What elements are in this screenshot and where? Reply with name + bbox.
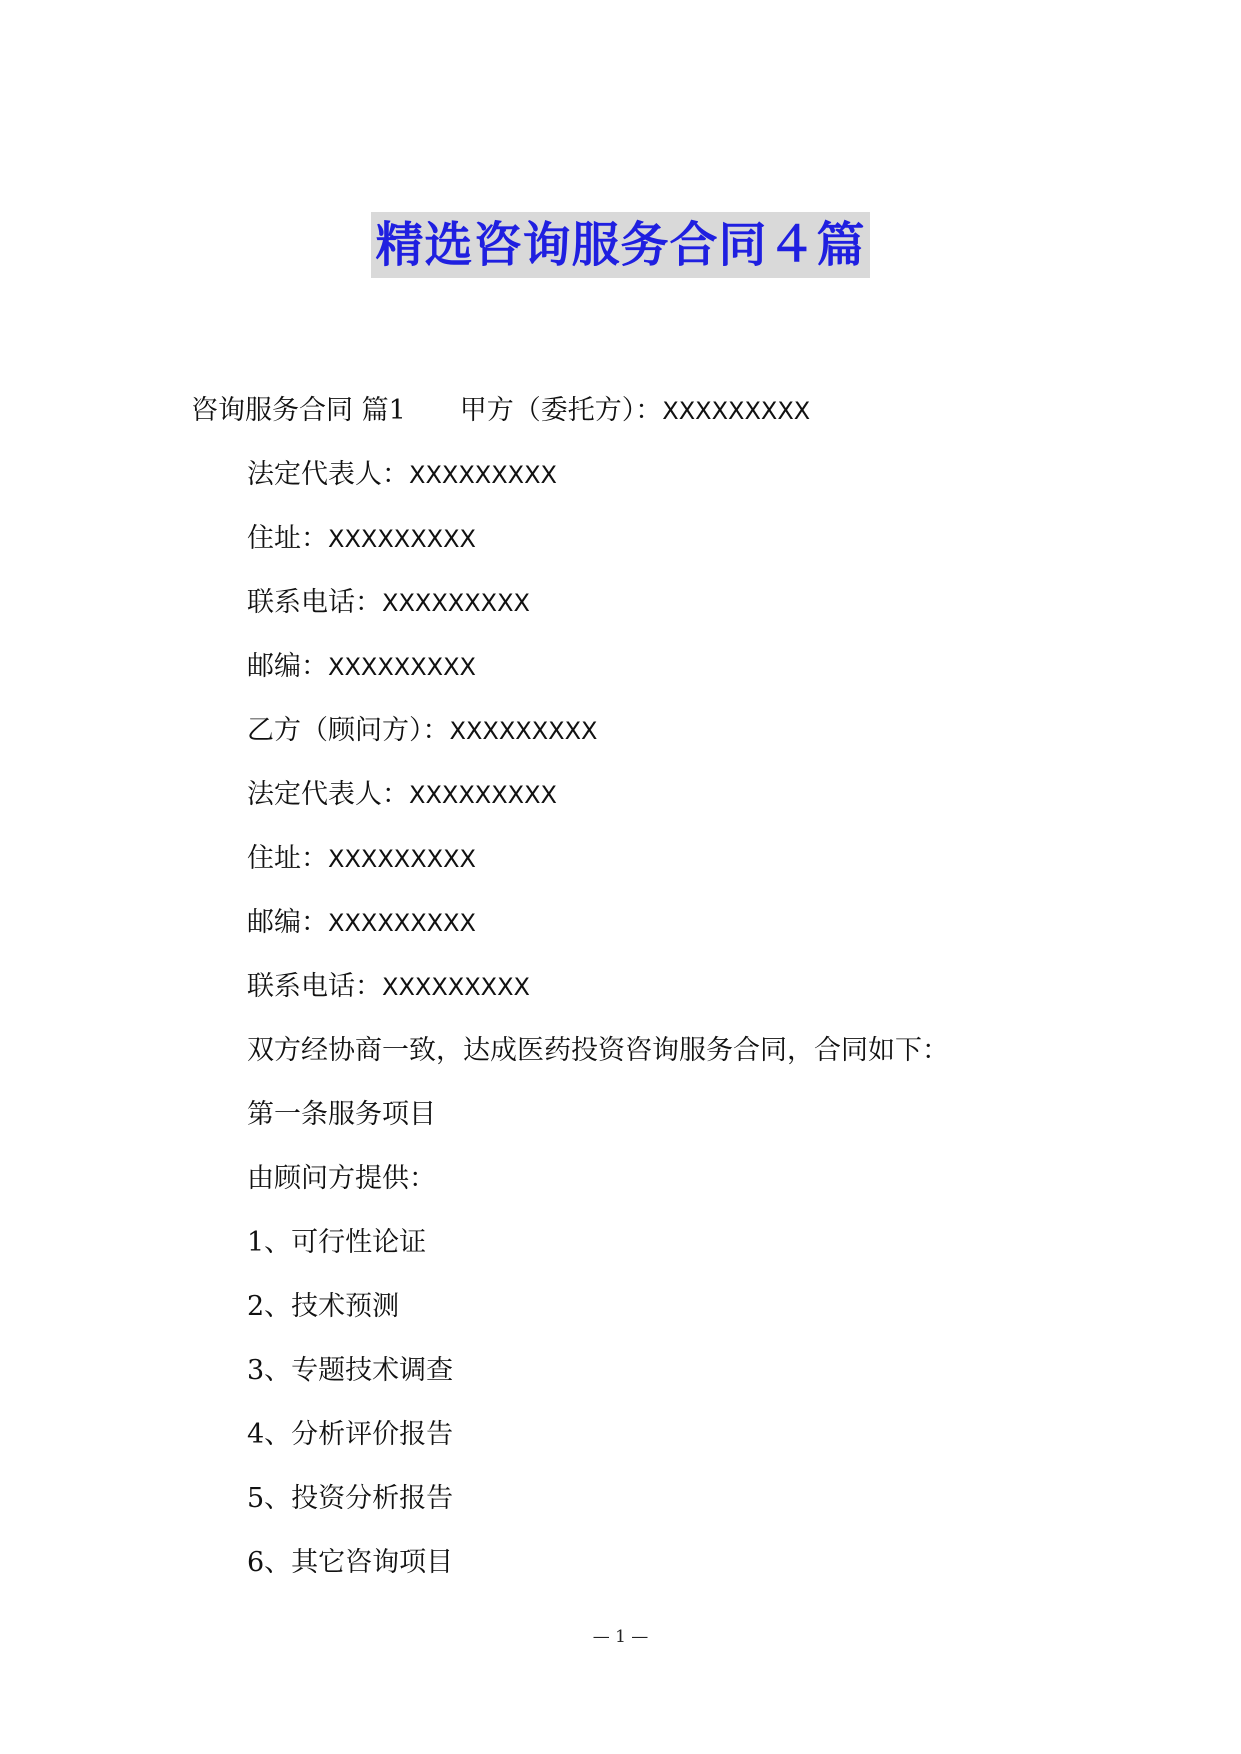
page-number: — 1 — — [592, 1627, 649, 1647]
line-label: 双方经协商一致，达成医药投资咨询服务合同，合同如下： — [247, 1035, 949, 1066]
list-item — [247, 1543, 453, 1583]
line-label: 联系电话： — [247, 971, 382, 1002]
body-line — [247, 1031, 949, 1071]
line-label: 3、专题技术调查 — [247, 1355, 454, 1386]
line-label: 由顾问方提供： — [247, 1163, 436, 1194]
party-a-label: 甲方（委托方）： — [459, 395, 663, 426]
document-title: 精选咨询服务合同４篇 — [371, 212, 869, 278]
line-label: 联系电话： — [247, 587, 382, 618]
list-item — [247, 1351, 453, 1391]
body-line — [247, 903, 476, 943]
body-line — [247, 775, 557, 815]
body-line — [247, 455, 557, 495]
list-item — [247, 1287, 399, 1327]
line-label: 4、分析评价报告 — [247, 1419, 454, 1450]
body-line — [247, 583, 530, 623]
line-value: XXXXXXXXX — [382, 589, 530, 617]
line-label: 6、其它咨询项目 — [247, 1547, 454, 1578]
line-value: XXXXXXXXX — [409, 461, 557, 489]
line-label: 邮编： — [247, 907, 328, 938]
line-value: XXXXXXXXX — [382, 973, 530, 1001]
line-label: 1、可行性论证 — [247, 1227, 427, 1258]
line-label: 住址： — [247, 843, 328, 874]
line-label: 法定代表人： — [247, 459, 409, 490]
line-label: 乙方（顾问方）： — [247, 715, 450, 746]
line-label: 邮编： — [247, 651, 328, 682]
list-item — [247, 1223, 426, 1263]
body-line — [247, 647, 476, 687]
body-line — [247, 839, 476, 879]
body-line — [247, 1159, 436, 1199]
line-label: 2、技术预测 — [247, 1291, 400, 1322]
line-label: 住址： — [247, 523, 328, 554]
line-value: XXXXXXXXX — [449, 717, 598, 745]
body-line — [247, 1095, 436, 1135]
line-value: XXXXXXXXX — [409, 781, 557, 809]
title-container — [0, 212, 1241, 278]
line-label: 第一条服务项目 — [247, 1099, 436, 1130]
line-label: 5、投资分析报告 — [247, 1483, 454, 1514]
line-value: XXXXXXXXX — [328, 845, 476, 873]
line-label: 法定代表人： — [247, 779, 409, 810]
party-a-value: XXXXXXXXX — [662, 397, 811, 425]
line-value: XXXXXXXXX — [328, 909, 476, 937]
list-item — [247, 1479, 453, 1519]
intro-line — [191, 391, 810, 431]
body-line — [247, 519, 476, 559]
contract-heading: 咨询服务合同 篇1 — [191, 395, 406, 426]
body-line — [247, 967, 530, 1007]
line-value: XXXXXXXXX — [328, 525, 476, 553]
list-item — [247, 1415, 453, 1455]
body-line — [247, 711, 597, 751]
line-value: XXXXXXXXX — [328, 653, 476, 681]
